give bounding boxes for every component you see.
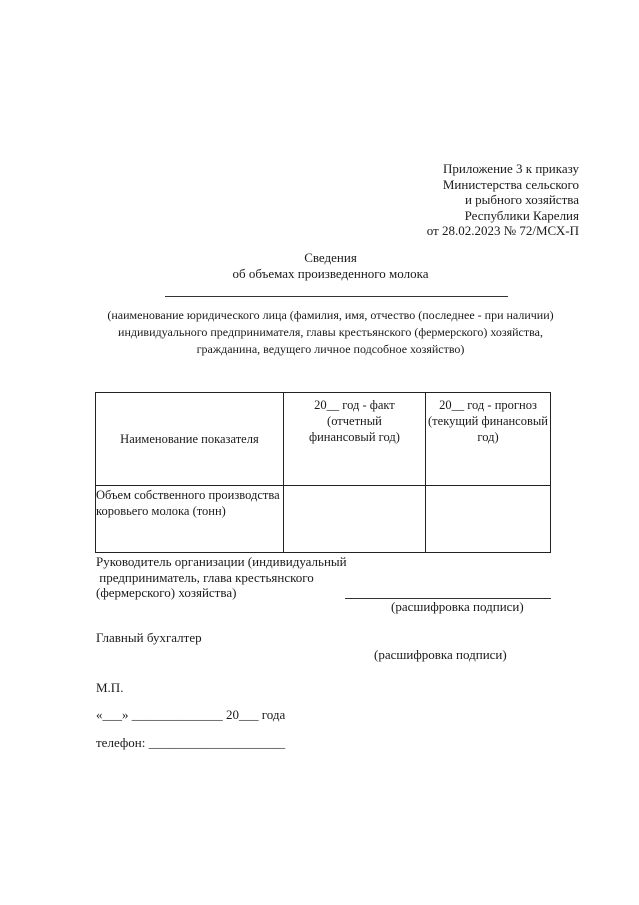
header-cell-forecast [426, 393, 551, 486]
appendix-line: от 28.02.2023 № 72/МСХ-П [426, 223, 579, 238]
decoding-caption: (расшифровка подписи) [374, 647, 507, 662]
header-fact-text: 20__ год - факт (отчетный финансовый год) [309, 398, 400, 444]
table-header-row [96, 393, 551, 486]
appendix-line: Приложение 3 к приказу [442, 161, 579, 176]
header-cell-fact [283, 393, 425, 486]
stamp-label: М.П. [96, 680, 124, 695]
header-forecast-text: 20__ год - прогноз (текущий финансовый год) [428, 398, 548, 444]
head-signature-label: предприниматель, глава крестьянского [96, 570, 314, 585]
row-label-text: Объем собственного производства коровьего молока (тонн) [96, 488, 280, 518]
head-signature-label: (фермерского) хозяйства) [96, 585, 237, 600]
appendix-line: Республики Карелия [464, 207, 579, 223]
document-title: Сведения [304, 250, 357, 265]
phone-line[interactable]: телефон: _____________________ [96, 735, 286, 750]
entity-hint-line: индивидуального предпринимателя, главы крестьянского (фермерского) хозяйства, [118, 325, 543, 339]
date-line[interactable]: «___» ______________ 20___ года [96, 707, 286, 722]
milk-volume-table [95, 392, 551, 553]
accountant-label: Главный бухгалтер [96, 630, 202, 645]
entity-hint-line: гражданина, ведущего личное подсобное хозяйство) [196, 342, 465, 356]
appendix-line: Министерства сельского [442, 176, 579, 192]
header-cell-indicator: Наименование показателя [96, 393, 284, 486]
table-row [96, 486, 551, 553]
head-signature-label: Руководитель организации (индивидуальный [96, 554, 347, 569]
fact-value-cell[interactable] [283, 486, 425, 553]
row-label-cell [96, 486, 284, 553]
forecast-value-cell[interactable] [426, 486, 551, 553]
entity-name-line[interactable] [165, 296, 508, 297]
document-subtitle: об объемах произведенного молока [232, 266, 429, 281]
appendix-line: и рыбного хозяйства [464, 192, 579, 207]
decoding-caption: (расшифровка подписи) [391, 599, 524, 614]
entity-hint-line: (наименование юридического лица (фамилия, имя, отчество (последнее - при наличии) [107, 308, 554, 322]
appendix-reference [427, 161, 579, 239]
